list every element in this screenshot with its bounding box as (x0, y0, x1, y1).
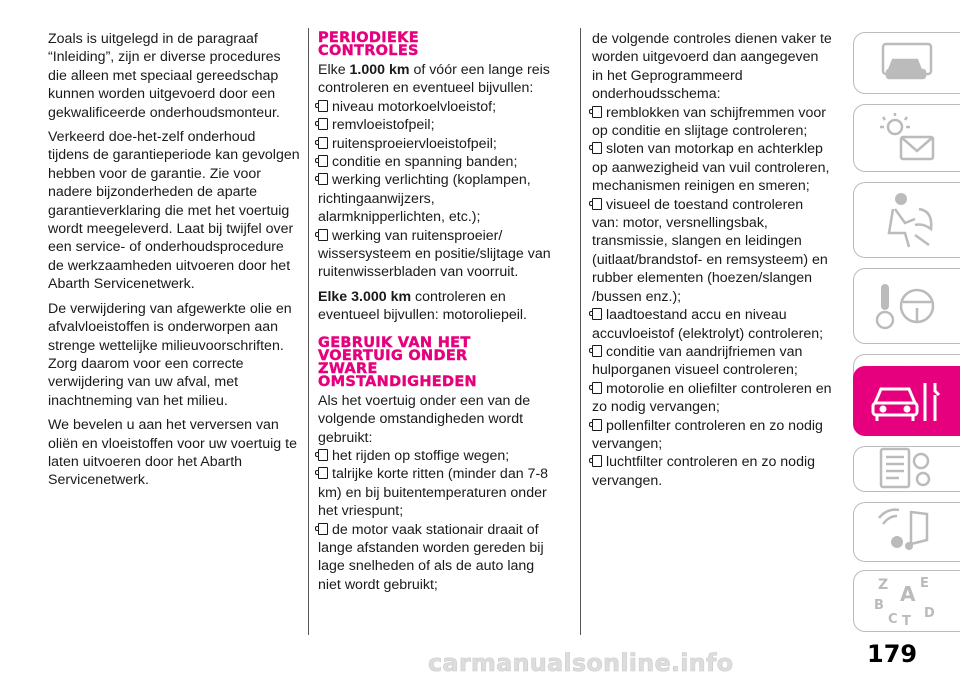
intro-paragraph: de volgende controles dienen vaker te worden uitgevoerd dan aangegeven in het Geprogrammeerd onderhoudsschema: (592, 31, 832, 103)
tab-maintenance[interactable] (853, 366, 960, 436)
bullet-icon (318, 155, 328, 167)
svg-text:D: D (924, 606, 935, 621)
car-dashboard-icon (877, 40, 937, 86)
specs-gears-icon (875, 447, 939, 491)
list-item: conditie van aandrijfriemen van hulporganen visueel controleren; (592, 343, 803, 379)
list-item: talrijke korte ritten (minder dan 7-8 km) en bij buitentemperaturen onder het vriespunt; (318, 466, 549, 520)
bullet-icon (318, 118, 328, 130)
key-steering-wheel-icon (875, 276, 939, 336)
paragraph: Zoals is uitgelegd in de paragraaf “Inleiding”, zijn er diverse procedures die alleen met speciaal gereedschap kunnen worden uitgevoerd door een gekwalificeerde onderhoudsmonteur. (48, 31, 281, 121)
tab-index[interactable] (853, 570, 960, 632)
bullet-icon (318, 467, 328, 479)
alphabetical-index-icon (872, 573, 942, 629)
paragraph: Verkeerd doe-het-zelf onderhoud tijdens de garantieperiode kan gevolgen hebben voor de garantie. Zie voor nadere bijzonderheden de aparte garantieverklaring die met het voertuig wordt meegeleverd. Laat bij twijfel over een service- of onderhoudsprocedure de werkzaamheden uitvoeren door het Abarth Servicenetwerk. (48, 129, 300, 293)
tab-warning-lights[interactable] (853, 104, 960, 172)
page-number: 179 (867, 640, 918, 668)
warning-lights-icon (875, 111, 939, 165)
bullet-icon (318, 137, 328, 149)
list-item: werking van ruitensproeier/ wissersysteem en positie/slijtage van ruitenwisserbladen van voorruit. (318, 227, 551, 281)
intro-paragraph: Elke 1.000 km of vóór een lange reis controleren en eventueel bijvullen: (318, 62, 550, 97)
bullet-icon (592, 455, 602, 467)
bullet-icon (592, 106, 602, 118)
airbag-seat-icon (875, 189, 939, 251)
watermark: carmanualsonline.info (428, 649, 734, 677)
paragraph: De verwijdering van afgewerkte olie en afvalvloeistoffen is onderworpen aan strenge wettelijke milieuvoorschriften. Zorg daarom voor een correcte verwijdering van uw afval, met inachtneming van het milieu. (48, 300, 292, 409)
paragraph: We bevelen u aan het verversen van oliën en vloeistoffen voor uw voertuig te laten uitvoeren door het Abarth Servicenetwerk. (48, 417, 297, 489)
list-item: werking verlichting (koplampen, richtingaanwijzers, alarmknipperlichten, etc.); (318, 172, 531, 226)
tab-dashboard[interactable] (853, 32, 960, 94)
bullet-icon (318, 100, 328, 112)
bullet-icon (592, 308, 602, 320)
svg-text:E: E (920, 576, 929, 591)
column-left (48, 30, 300, 496)
bullet-icon (592, 142, 602, 154)
list-item: luchtfilter controleren en zo nodig vervangen. (592, 454, 815, 489)
tab-multimedia[interactable] (853, 502, 960, 562)
svg-text:Z: Z (878, 577, 889, 593)
bullet-icon (318, 523, 328, 535)
list-item: sloten van motorkap en achterklep op aanwezigheid van vuil controleren, mechanismen reinigen en smeren; (592, 141, 830, 195)
column-middle (318, 32, 558, 594)
section-heading-periodic-checks: PERIODIEKE CONTROLES (318, 30, 419, 59)
list-item: conditie en spanning banden; (318, 153, 558, 171)
car-maintenance-wrench-icon (869, 377, 945, 425)
svg-text:A: A (900, 582, 916, 606)
bullet-icon (592, 382, 602, 394)
list-item: motorolie en oliefilter controleren en zo nodig vervangen; (592, 380, 832, 416)
tab-starting-driving[interactable] (853, 268, 960, 344)
bullet-icon (592, 345, 602, 357)
bullet-icon (318, 449, 328, 461)
svg-text:B: B (874, 598, 884, 613)
section-heading-heavy-conditions: GEBRUIK VAN HET VOERTUIG ONDER ZWARE OMSTANDIGHEDEN (318, 334, 477, 390)
list-item: remblokken van schijfremmen voor op conditie en slijtage controleren; (592, 104, 826, 140)
multimedia-icon (875, 506, 939, 558)
paragraph: Als het voertuig onder een van de volgende omstandigheden wordt gebruikt: (318, 392, 531, 446)
column-divider (308, 28, 309, 635)
list-item: remvloeistofpeil; (318, 116, 558, 134)
list-item: ruitensproeiervloeistofpeil; (318, 135, 558, 153)
list-item: de motor vaak stationair draait of lange afstanden worden gereden bij lage snelheden of als de auto lang niet wordt gebruikt; (318, 521, 544, 593)
column-right (592, 30, 832, 490)
bullet-icon (318, 173, 328, 185)
tab-safety[interactable] (853, 182, 960, 258)
list-item: niveau motorkoelvloeistof; (318, 98, 558, 116)
list-item: laadtoestand accu en niveau accuvloeistof (elektrolyt) controleren; (592, 307, 824, 342)
bullet-icon (318, 229, 328, 241)
svg-text:T: T (902, 614, 911, 629)
svg-text:C: C (888, 612, 898, 627)
bullet-icon (592, 198, 602, 210)
bullet-icon (592, 419, 602, 431)
paragraph: Elke 3.000 km controleren en eventueel bijvullen: motoroliepeil. (318, 288, 527, 324)
column-divider (580, 28, 581, 635)
list-item: het rijden op stoffige wegen; (318, 447, 558, 465)
tab-technical-data[interactable] (853, 446, 960, 492)
list-item: visueel de toestand controleren van: motor, versnellingsbak, transmissie, slangen en leidingen (uitlaat/brandstof- en remsysteem) en rubber elementen (hoezen/slangen /bussen enz.); (592, 196, 828, 305)
list-item: pollenfilter controleren en zo nodig vervangen; (592, 417, 823, 452)
